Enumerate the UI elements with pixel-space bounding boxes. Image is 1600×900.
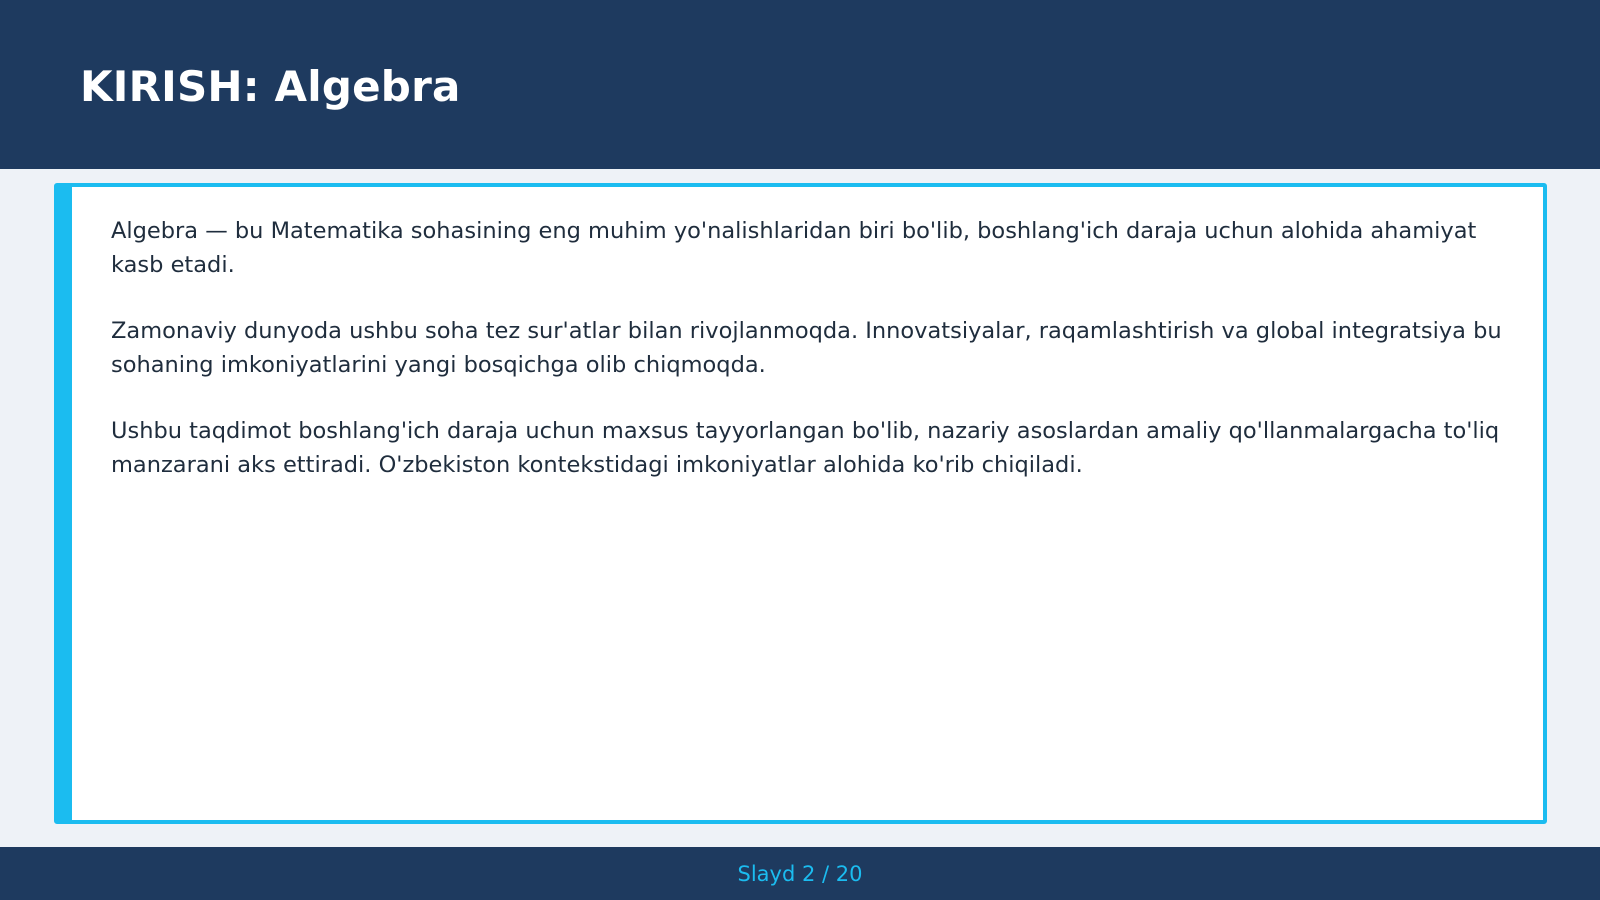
- slide-title: KIRISH: Algebra: [80, 62, 461, 111]
- paragraph-intro: Algebra — bu Matematika sohasining eng muhim yo'nalishlaridan biri bo'lib, boshlang'ich daraja uchun alohida ahamiyat kasb etadi.: [111, 218, 1477, 278]
- slide-counter: Slayd 2 / 20: [737, 862, 863, 886]
- paragraph-presentation: Ushbu taqdimot boshlang'ich daraja uchun maxsus tayyorlangan bo'lib, nazariy asoslardan amaliy qo'llanmalargacha to'liq manzarani aks ettiradi. O'zbekiston kontekstidagi imkoniyatlar alohida ko'rib chiqiladi.: [111, 418, 1500, 478]
- paragraph-modern-world: Zamonaviy dunyoda ushbu soha tez sur'atlar bilan rivojlanmoqda. Innovatsiyalar, raqamlashtirish va global integratsiya bu sohaning imkoniyatlarini yangi bosqichga olib chiqmoqda.: [111, 318, 1502, 378]
- slide-header: [0, 0, 1600, 169]
- content-card: [54, 183, 1547, 824]
- content-body: [111, 214, 1511, 514]
- slide-footer: [0, 847, 1600, 900]
